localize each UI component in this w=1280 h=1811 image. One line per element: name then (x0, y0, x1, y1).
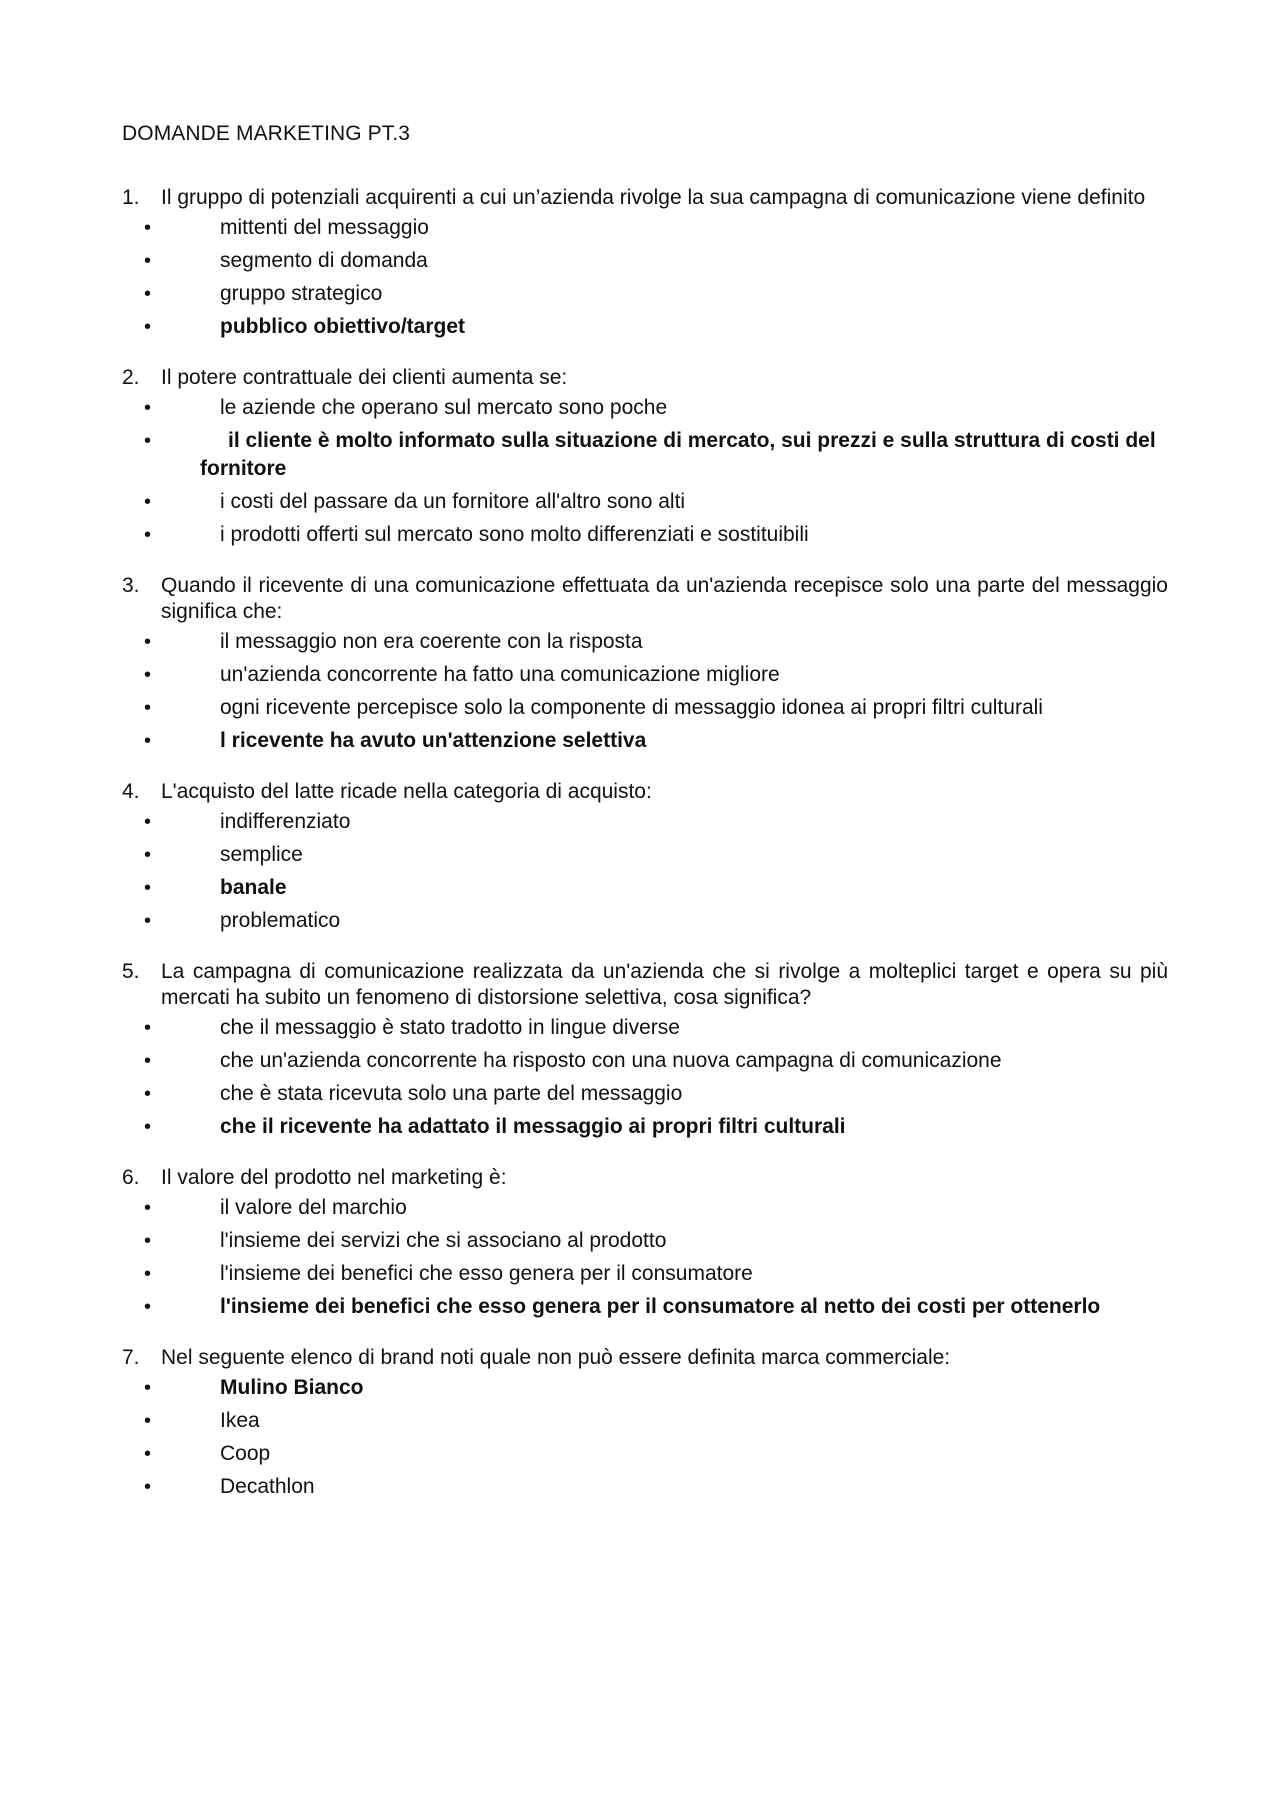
answer-options (122, 394, 1168, 549)
question-number: 4. (122, 780, 140, 803)
answer-option-correct (122, 1293, 1168, 1321)
answer-option (122, 1227, 1168, 1255)
answer-text: che il messaggio è stato tradotto in lingue diverse (220, 1016, 680, 1039)
question-3 (122, 573, 1168, 755)
bullet-icon: • (144, 910, 152, 932)
answer-text: Coop (220, 1442, 271, 1465)
bullet-icon: • (144, 1476, 152, 1498)
answer-text: il messaggio non era coerente con la risposta (220, 630, 643, 653)
answer-text: indifferenziato (220, 810, 351, 833)
bullet-icon: • (144, 1116, 152, 1138)
question-6 (122, 1165, 1168, 1321)
bullet-icon: • (144, 397, 152, 419)
question-header (122, 959, 1168, 1011)
bullet-icon: • (144, 491, 152, 513)
bullet-icon: • (144, 1377, 152, 1399)
answer-text: problematico (220, 909, 341, 932)
answer-option (122, 628, 1168, 656)
answer-text: il cliente è molto informato sulla situazione di mercato, sui prezzi e sulla struttura di costi del fornitore (200, 429, 1156, 480)
question-header (122, 185, 1168, 211)
answer-text: Decathlon (220, 1475, 315, 1498)
answer-option (122, 1440, 1168, 1468)
bullet-icon: • (144, 250, 152, 272)
question-4 (122, 779, 1168, 935)
bullet-icon: • (144, 1197, 152, 1219)
answer-option (122, 247, 1168, 275)
answer-option (122, 1047, 1168, 1075)
question-text: Il valore del prodotto nel marketing è: (161, 1166, 507, 1189)
answer-options (122, 628, 1168, 755)
question-header (122, 779, 1168, 805)
question-text: La campagna di comunicazione realizzata da un'azienda che si rivolge a molteplici target e opera su più mercati ha subito un fenomeno di distorsione selettiva, cosa significa? (161, 960, 1168, 1009)
answer-option (122, 214, 1168, 242)
question-1 (122, 185, 1168, 341)
answer-text: che un'azienda concorrente ha risposto con una nuova campagna di comunicazione (220, 1049, 1002, 1072)
answer-text: Mulino Bianco (220, 1376, 364, 1399)
answer-option-correct (122, 874, 1168, 902)
answer-option (122, 521, 1168, 549)
answer-option (122, 488, 1168, 516)
bullet-icon: • (144, 430, 152, 452)
question-header (122, 1345, 1168, 1371)
answer-option-correct (122, 1374, 1168, 1402)
question-text: Quando il ricevente di una comunicazione effettuata da un'azienda recepisce solo una parte del messaggio significa che: (161, 574, 1168, 623)
answer-option-correct (122, 313, 1168, 341)
answer-text: semplice (220, 843, 303, 866)
question-7 (122, 1345, 1168, 1501)
answer-option (122, 394, 1168, 422)
answer-text: che il ricevente ha adattato il messaggio ai propri filtri culturali (220, 1115, 846, 1138)
bullet-icon: • (144, 697, 152, 719)
question-header (122, 365, 1168, 391)
answer-options (122, 1014, 1168, 1141)
answer-option (122, 694, 1168, 722)
answer-options (122, 1374, 1168, 1501)
answer-options (122, 808, 1168, 935)
document-title: DOMANDE MARKETING PT.3 (122, 122, 411, 145)
question-text: L'acquisto del latte ricade nella categoria di acquisto: (161, 780, 652, 803)
answer-text: pubblico obiettivo/target (220, 315, 465, 338)
bullet-icon: • (144, 1263, 152, 1285)
answer-text: mittenti del messaggio (220, 216, 429, 239)
answer-option (122, 1473, 1168, 1501)
answer-option (122, 841, 1168, 869)
answer-text: un'azienda concorrente ha fatto una comunicazione migliore (220, 663, 780, 686)
bullet-icon: • (144, 1443, 152, 1465)
answer-text: l ricevente ha avuto un'attenzione selettiva (220, 729, 647, 752)
bullet-icon: • (144, 1296, 152, 1318)
question-number: 6. (122, 1166, 140, 1189)
answer-options (122, 1194, 1168, 1321)
answer-text: Ikea (220, 1409, 260, 1432)
question-2 (122, 365, 1168, 549)
answer-text: le aziende che operano sul mercato sono poche (220, 396, 668, 419)
answer-option (122, 808, 1168, 836)
question-list (122, 185, 1168, 1525)
question-number: 3. (122, 574, 140, 597)
question-number: 1. (122, 186, 140, 209)
answer-text: il valore del marchio (220, 1196, 407, 1219)
question-text: Il potere contrattuale dei clienti aumenta se: (161, 366, 568, 389)
bullet-icon: • (144, 1017, 152, 1039)
answer-option (122, 1014, 1168, 1042)
bullet-icon: • (144, 316, 152, 338)
answer-text: che è stata ricevuta solo una parte del messaggio (220, 1082, 683, 1105)
answer-option-correct (122, 1113, 1168, 1141)
answer-text: i prodotti offerti sul mercato sono molto differenziati e sostituibili (220, 523, 809, 546)
question-number: 2. (122, 366, 140, 389)
bullet-icon: • (144, 877, 152, 899)
answer-options (122, 214, 1168, 341)
answer-option (122, 1194, 1168, 1222)
bullet-icon: • (144, 631, 152, 653)
answer-option-correct (122, 727, 1168, 755)
answer-text: l'insieme dei benefici che esso genera per il consumatore (220, 1262, 753, 1285)
question-header (122, 573, 1168, 625)
answer-text: gruppo strategico (220, 282, 383, 305)
question-text: Nel seguente elenco di brand noti quale non può essere definita marca commerciale: (161, 1346, 951, 1369)
answer-text: l'insieme dei servizi che si associano al prodotto (220, 1229, 667, 1252)
answer-text: ogni ricevente percepisce solo la componente di messaggio idonea ai propri filtri culturali (220, 696, 1043, 719)
bullet-icon: • (144, 844, 152, 866)
bullet-icon: • (144, 1083, 152, 1105)
answer-option (122, 1407, 1168, 1435)
question-text: Il gruppo di potenziali acquirenti a cui un’azienda rivolge la sua campagna di comunicazione viene definito (161, 186, 1146, 209)
question-header (122, 1165, 1168, 1191)
answer-option (122, 907, 1168, 935)
question-number: 5. (122, 960, 140, 983)
answer-option (122, 661, 1168, 689)
answer-option (122, 280, 1168, 308)
bullet-icon: • (144, 1230, 152, 1252)
bullet-icon: • (144, 283, 152, 305)
answer-text: i costi del passare da un fornitore all'altro sono alti (220, 490, 686, 513)
bullet-icon: • (144, 1050, 152, 1072)
bullet-icon: • (144, 524, 152, 546)
bullet-icon: • (144, 811, 152, 833)
question-5 (122, 959, 1168, 1141)
question-number: 7. (122, 1346, 140, 1369)
answer-option (122, 1260, 1168, 1288)
bullet-icon: • (144, 217, 152, 239)
bullet-icon: • (144, 1410, 152, 1432)
answer-option-correct (122, 427, 1168, 483)
bullet-icon: • (144, 664, 152, 686)
answer-text: banale (220, 876, 287, 899)
answer-text: segmento di domanda (220, 249, 428, 272)
answer-text: l'insieme dei benefici che esso genera per il consumatore al netto dei costi per ottenerlo (220, 1295, 1101, 1318)
bullet-icon: • (144, 730, 152, 752)
answer-option (122, 1080, 1168, 1108)
